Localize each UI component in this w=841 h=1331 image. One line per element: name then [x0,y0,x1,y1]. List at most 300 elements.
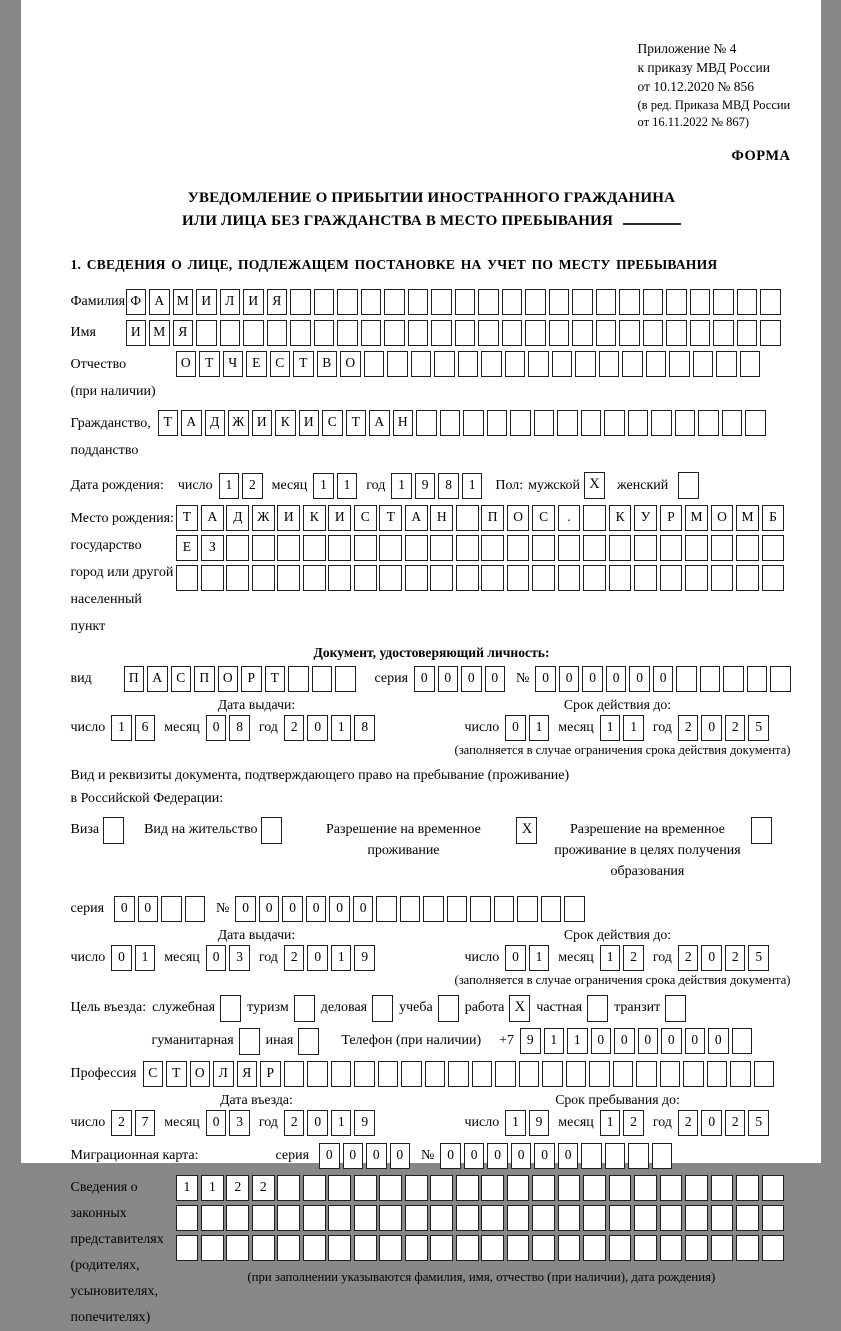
char-cell[interactable] [754,1061,775,1087]
char-cell[interactable]: Т [166,1061,187,1087]
char-cell[interactable] [307,1061,328,1087]
char-cell[interactable]: С [143,1061,164,1087]
digit-cell[interactable]: 2 [284,945,305,971]
char-cell[interactable] [494,896,515,922]
option-checkbox-temporary-residence-education[interactable] [751,817,772,844]
char-cell[interactable] [549,289,570,315]
char-cell[interactable] [430,535,453,561]
char-cell[interactable]: 0 [353,896,374,922]
char-cell[interactable] [430,1175,453,1201]
char-cell[interactable] [534,410,555,436]
digit-cell[interactable]: 5 [748,1110,769,1136]
option-checkbox-transit[interactable] [665,995,686,1022]
char-cell[interactable] [736,1235,759,1261]
char-cell[interactable]: М [736,505,759,531]
char-cell[interactable] [481,1205,504,1231]
char-cell[interactable] [747,666,768,692]
option-checkbox-residence-permit[interactable] [261,817,282,844]
char-cell[interactable] [481,1175,504,1201]
char-cell[interactable]: 0 [653,666,674,692]
char-cell[interactable] [252,535,275,561]
char-cell[interactable] [566,1061,587,1087]
char-cell[interactable]: Н [393,410,414,436]
digit-cell[interactable]: 2 [725,945,746,971]
char-cell[interactable] [690,289,711,315]
char-cell[interactable]: В [317,351,338,377]
char-cell[interactable]: 0 [614,1028,635,1054]
char-cell[interactable] [558,1205,581,1231]
char-cell[interactable] [502,320,523,346]
char-cell[interactable] [495,1061,516,1087]
char-cell[interactable]: Н [430,505,453,531]
char-cell[interactable] [458,351,479,377]
char-cell[interactable]: С [322,410,343,436]
char-cell[interactable]: Л [213,1061,234,1087]
char-cell[interactable] [361,289,382,315]
char-cell[interactable] [583,1205,606,1231]
char-cell[interactable]: Т [265,666,286,692]
char-cell[interactable] [161,896,182,922]
char-cell[interactable] [634,1175,657,1201]
char-cell[interactable] [723,666,744,692]
digit-cell[interactable]: 2 [284,1110,305,1136]
char-cell[interactable] [634,535,657,561]
sex-male-checkbox[interactable]: X [584,472,605,499]
char-cell[interactable] [303,535,326,561]
char-cell[interactable] [609,535,632,561]
char-cell[interactable] [596,320,617,346]
char-cell[interactable]: А [149,289,170,315]
char-cell[interactable] [277,1235,300,1261]
char-cell[interactable] [337,289,358,315]
digit-cell[interactable]: 0 [307,1110,328,1136]
digit-cell[interactable]: 1 [623,715,644,741]
char-cell[interactable] [456,1175,479,1201]
digit-cell[interactable]: 3 [229,945,250,971]
char-cell[interactable] [290,289,311,315]
char-cell[interactable] [634,1205,657,1231]
char-cell[interactable]: Т [199,351,220,377]
char-cell[interactable] [487,410,508,436]
digit-cell[interactable]: 2 [725,715,746,741]
char-cell[interactable] [387,351,408,377]
char-cell[interactable]: Ж [252,505,275,531]
char-cell[interactable] [456,535,479,561]
char-cell[interactable] [737,289,758,315]
digit-cell[interactable]: 5 [748,715,769,741]
char-cell[interactable] [284,1061,305,1087]
char-cell[interactable] [690,320,711,346]
char-cell[interactable]: 0 [487,1143,508,1169]
char-cell[interactable] [481,535,504,561]
char-cell[interactable] [456,565,479,591]
digit-cell[interactable]: 2 [678,715,699,741]
char-cell[interactable] [303,1235,326,1261]
digit-cell[interactable]: 8 [438,473,459,499]
digit-cell[interactable]: 0 [206,715,227,741]
digit-cell[interactable]: 0 [505,945,526,971]
digit-cell[interactable]: 9 [354,945,375,971]
char-cell[interactable] [762,535,785,561]
digit-cell[interactable]: 1 [337,473,358,499]
digit-cell[interactable]: 1 [135,945,156,971]
char-cell[interactable] [660,535,683,561]
char-cell[interactable] [711,1235,734,1261]
digit-cell[interactable]: 2 [242,473,263,499]
char-cell[interactable] [331,1061,352,1087]
digit-cell[interactable]: 1 [331,1110,352,1136]
char-cell[interactable]: А [369,410,390,436]
char-cell[interactable] [760,289,781,315]
option-checkbox-other[interactable] [298,1028,319,1055]
char-cell[interactable]: О [340,351,361,377]
char-cell[interactable] [762,1175,785,1201]
char-cell[interactable]: А [147,666,168,692]
char-cell[interactable]: 0 [282,896,303,922]
char-cell[interactable] [455,289,476,315]
char-cell[interactable] [675,410,696,436]
char-cell[interactable] [277,1175,300,1201]
char-cell[interactable]: П [194,666,215,692]
char-cell[interactable]: М [685,505,708,531]
char-cell[interactable]: Р [260,1061,281,1087]
char-cell[interactable] [430,1235,453,1261]
char-cell[interactable] [557,410,578,436]
char-cell[interactable] [201,1235,224,1261]
char-cell[interactable] [384,320,405,346]
char-cell[interactable]: Т [293,351,314,377]
char-cell[interactable] [525,320,546,346]
char-cell[interactable]: Я [173,320,194,346]
digit-cell[interactable]: 1 [600,945,621,971]
digit-cell[interactable]: 7 [135,1110,156,1136]
char-cell[interactable] [379,1235,402,1261]
char-cell[interactable]: Ч [223,351,244,377]
char-cell[interactable] [328,535,351,561]
char-cell[interactable] [252,565,275,591]
char-cell[interactable] [176,1205,199,1231]
char-cell[interactable]: С [354,505,377,531]
char-cell[interactable]: П [124,666,145,692]
char-cell[interactable]: 0 [138,896,159,922]
char-cell[interactable] [434,351,455,377]
char-cell[interactable] [740,351,761,377]
digit-cell[interactable]: 1 [331,945,352,971]
char-cell[interactable] [736,535,759,561]
char-cell[interactable]: Л [220,289,241,315]
char-cell[interactable]: И [252,410,273,436]
char-cell[interactable] [379,1205,402,1231]
char-cell[interactable] [583,1235,606,1261]
char-cell[interactable]: 0 [629,666,650,692]
char-cell[interactable] [558,565,581,591]
char-cell[interactable] [583,1175,606,1201]
char-cell[interactable] [736,565,759,591]
char-cell[interactable] [666,289,687,315]
char-cell[interactable] [481,565,504,591]
char-cell[interactable] [707,1061,728,1087]
char-cell[interactable]: А [405,505,428,531]
digit-cell[interactable]: 2 [111,1110,132,1136]
char-cell[interactable] [605,1143,626,1169]
char-cell[interactable]: 1 [201,1175,224,1201]
char-cell[interactable]: 0 [582,666,603,692]
char-cell[interactable] [583,505,606,531]
char-cell[interactable] [303,1205,326,1231]
char-cell[interactable]: К [303,505,326,531]
char-cell[interactable]: 0 [558,1143,579,1169]
digit-cell[interactable]: 1 [219,473,240,499]
char-cell[interactable] [243,320,264,346]
char-cell[interactable] [519,1061,540,1087]
char-cell[interactable]: Б [762,505,785,531]
char-cell[interactable] [609,1235,632,1261]
char-cell[interactable] [698,410,719,436]
char-cell[interactable] [564,896,585,922]
char-cell[interactable]: 0 [414,666,435,692]
char-cell[interactable]: 0 [329,896,350,922]
char-cell[interactable] [364,351,385,377]
char-cell[interactable]: 0 [661,1028,682,1054]
char-cell[interactable]: 9 [520,1028,541,1054]
char-cell[interactable] [736,1175,759,1201]
char-cell[interactable]: И [243,289,264,315]
char-cell[interactable] [643,320,664,346]
char-cell[interactable] [379,535,402,561]
char-cell[interactable] [416,410,437,436]
char-cell[interactable]: . [558,505,581,531]
char-cell[interactable]: К [275,410,296,436]
char-cell[interactable]: И [126,320,147,346]
option-checkbox-humanitarian[interactable] [239,1028,260,1055]
char-cell[interactable]: Т [158,410,179,436]
char-cell[interactable] [583,565,606,591]
digit-cell[interactable]: 1 [600,715,621,741]
char-cell[interactable]: З [201,535,224,561]
char-cell[interactable] [176,1235,199,1261]
char-cell[interactable] [628,410,649,436]
char-cell[interactable]: И [328,505,351,531]
char-cell[interactable] [328,1235,351,1261]
char-cell[interactable]: И [299,410,320,436]
char-cell[interactable]: 0 [535,666,556,692]
digit-cell[interactable]: 0 [206,945,227,971]
char-cell[interactable] [760,320,781,346]
char-cell[interactable] [660,1061,681,1087]
char-cell[interactable]: 0 [606,666,627,692]
char-cell[interactable] [431,320,452,346]
char-cell[interactable]: 0 [438,666,459,692]
char-cell[interactable] [354,535,377,561]
char-cell[interactable] [335,666,356,692]
char-cell[interactable] [185,896,206,922]
digit-cell[interactable]: 0 [111,945,132,971]
char-cell[interactable] [226,535,249,561]
char-cell[interactable]: 0 [440,1143,461,1169]
digit-cell[interactable]: 0 [307,715,328,741]
char-cell[interactable] [440,410,461,436]
option-checkbox-tourism[interactable] [294,995,315,1022]
digit-cell[interactable]: 1 [529,715,550,741]
char-cell[interactable] [683,1061,704,1087]
digit-cell[interactable]: 8 [229,715,250,741]
char-cell[interactable] [507,1205,530,1231]
char-cell[interactable]: О [176,351,197,377]
char-cell[interactable] [267,320,288,346]
char-cell[interactable] [430,565,453,591]
digit-cell[interactable]: 0 [701,1110,722,1136]
char-cell[interactable]: 0 [485,666,506,692]
char-cell[interactable] [314,320,335,346]
char-cell[interactable] [354,1235,377,1261]
char-cell[interactable] [290,320,311,346]
char-cell[interactable] [312,666,333,692]
char-cell[interactable] [277,1205,300,1231]
char-cell[interactable]: Т [176,505,199,531]
digit-cell[interactable]: 1 [111,715,132,741]
char-cell[interactable]: 0 [708,1028,729,1054]
char-cell[interactable]: 0 [638,1028,659,1054]
char-cell[interactable] [448,1061,469,1087]
char-cell[interactable] [575,351,596,377]
char-cell[interactable] [722,410,743,436]
char-cell[interactable] [711,1175,734,1201]
char-cell[interactable] [685,1205,708,1231]
char-cell[interactable]: 0 [306,896,327,922]
char-cell[interactable] [558,1175,581,1201]
char-cell[interactable]: 2 [226,1175,249,1201]
char-cell[interactable] [196,320,217,346]
char-cell[interactable] [507,1175,530,1201]
digit-cell[interactable]: 9 [529,1110,550,1136]
char-cell[interactable]: С [171,666,192,692]
char-cell[interactable] [328,1205,351,1231]
char-cell[interactable] [328,1175,351,1201]
char-cell[interactable]: 1 [176,1175,199,1201]
char-cell[interactable] [685,565,708,591]
char-cell[interactable] [713,320,734,346]
digit-cell[interactable]: 1 [313,473,334,499]
char-cell[interactable] [737,320,758,346]
char-cell[interactable]: Р [241,666,262,692]
char-cell[interactable]: О [218,666,239,692]
char-cell[interactable] [425,1061,446,1087]
char-cell[interactable]: Е [176,535,199,561]
char-cell[interactable] [507,535,530,561]
char-cell[interactable] [660,1175,683,1201]
char-cell[interactable]: Ж [228,410,249,436]
char-cell[interactable] [303,565,326,591]
digit-cell[interactable]: 1 [331,715,352,741]
char-cell[interactable]: М [173,289,194,315]
char-cell[interactable] [622,351,643,377]
char-cell[interactable]: 2 [252,1175,275,1201]
char-cell[interactable] [634,565,657,591]
char-cell[interactable]: П [481,505,504,531]
char-cell[interactable] [463,410,484,436]
char-cell[interactable]: А [201,505,224,531]
digit-cell[interactable]: 8 [354,715,375,741]
char-cell[interactable]: Я [267,289,288,315]
option-checkbox-private[interactable] [587,995,608,1022]
char-cell[interactable]: 0 [461,666,482,692]
char-cell[interactable] [596,289,617,315]
char-cell[interactable]: 0 [534,1143,555,1169]
option-checkbox-official[interactable] [220,995,241,1022]
char-cell[interactable] [252,1205,275,1231]
sex-female-checkbox[interactable] [678,472,699,499]
char-cell[interactable] [572,320,593,346]
char-cell[interactable] [685,535,708,561]
digit-cell[interactable]: 0 [701,945,722,971]
char-cell[interactable] [507,565,530,591]
char-cell[interactable] [337,320,358,346]
char-cell[interactable] [619,289,640,315]
char-cell[interactable] [532,1235,555,1261]
char-cell[interactable] [405,1235,428,1261]
char-cell[interactable] [226,1235,249,1261]
char-cell[interactable] [507,1235,530,1261]
char-cell[interactable] [676,666,697,692]
char-cell[interactable] [478,289,499,315]
char-cell[interactable] [711,535,734,561]
char-cell[interactable] [408,320,429,346]
char-cell[interactable] [666,320,687,346]
char-cell[interactable] [220,320,241,346]
char-cell[interactable]: 0 [511,1143,532,1169]
char-cell[interactable] [558,535,581,561]
char-cell[interactable] [643,289,664,315]
char-cell[interactable]: О [190,1061,211,1087]
char-cell[interactable]: Я [237,1061,258,1087]
char-cell[interactable]: 0 [343,1143,364,1169]
char-cell[interactable] [431,289,452,315]
char-cell[interactable]: Т [379,505,402,531]
digit-cell[interactable]: 2 [678,1110,699,1136]
char-cell[interactable]: Т [346,410,367,436]
digit-cell[interactable]: 0 [307,945,328,971]
char-cell[interactable] [405,1205,428,1231]
char-cell[interactable] [379,1175,402,1201]
char-cell[interactable] [456,1235,479,1261]
char-cell[interactable] [505,351,526,377]
char-cell[interactable] [581,1143,602,1169]
char-cell[interactable] [176,565,199,591]
digit-cell[interactable]: 0 [505,715,526,741]
digit-cell[interactable]: 9 [354,1110,375,1136]
char-cell[interactable] [303,1175,326,1201]
char-cell[interactable] [405,535,428,561]
char-cell[interactable] [472,1061,493,1087]
char-cell[interactable] [609,1175,632,1201]
char-cell[interactable] [604,410,625,436]
char-cell[interactable] [652,1143,673,1169]
digit-cell[interactable]: 2 [623,1110,644,1136]
char-cell[interactable] [613,1061,634,1087]
char-cell[interactable] [572,289,593,315]
char-cell[interactable] [711,1205,734,1231]
char-cell[interactable] [510,410,531,436]
digit-cell[interactable]: 6 [135,715,156,741]
char-cell[interactable] [430,1205,453,1231]
char-cell[interactable] [660,1235,683,1261]
char-cell[interactable] [599,351,620,377]
option-checkbox-work[interactable]: X [509,995,530,1022]
char-cell[interactable] [447,896,468,922]
char-cell[interactable] [619,320,640,346]
digit-cell[interactable]: 1 [529,945,550,971]
char-cell[interactable] [713,289,734,315]
